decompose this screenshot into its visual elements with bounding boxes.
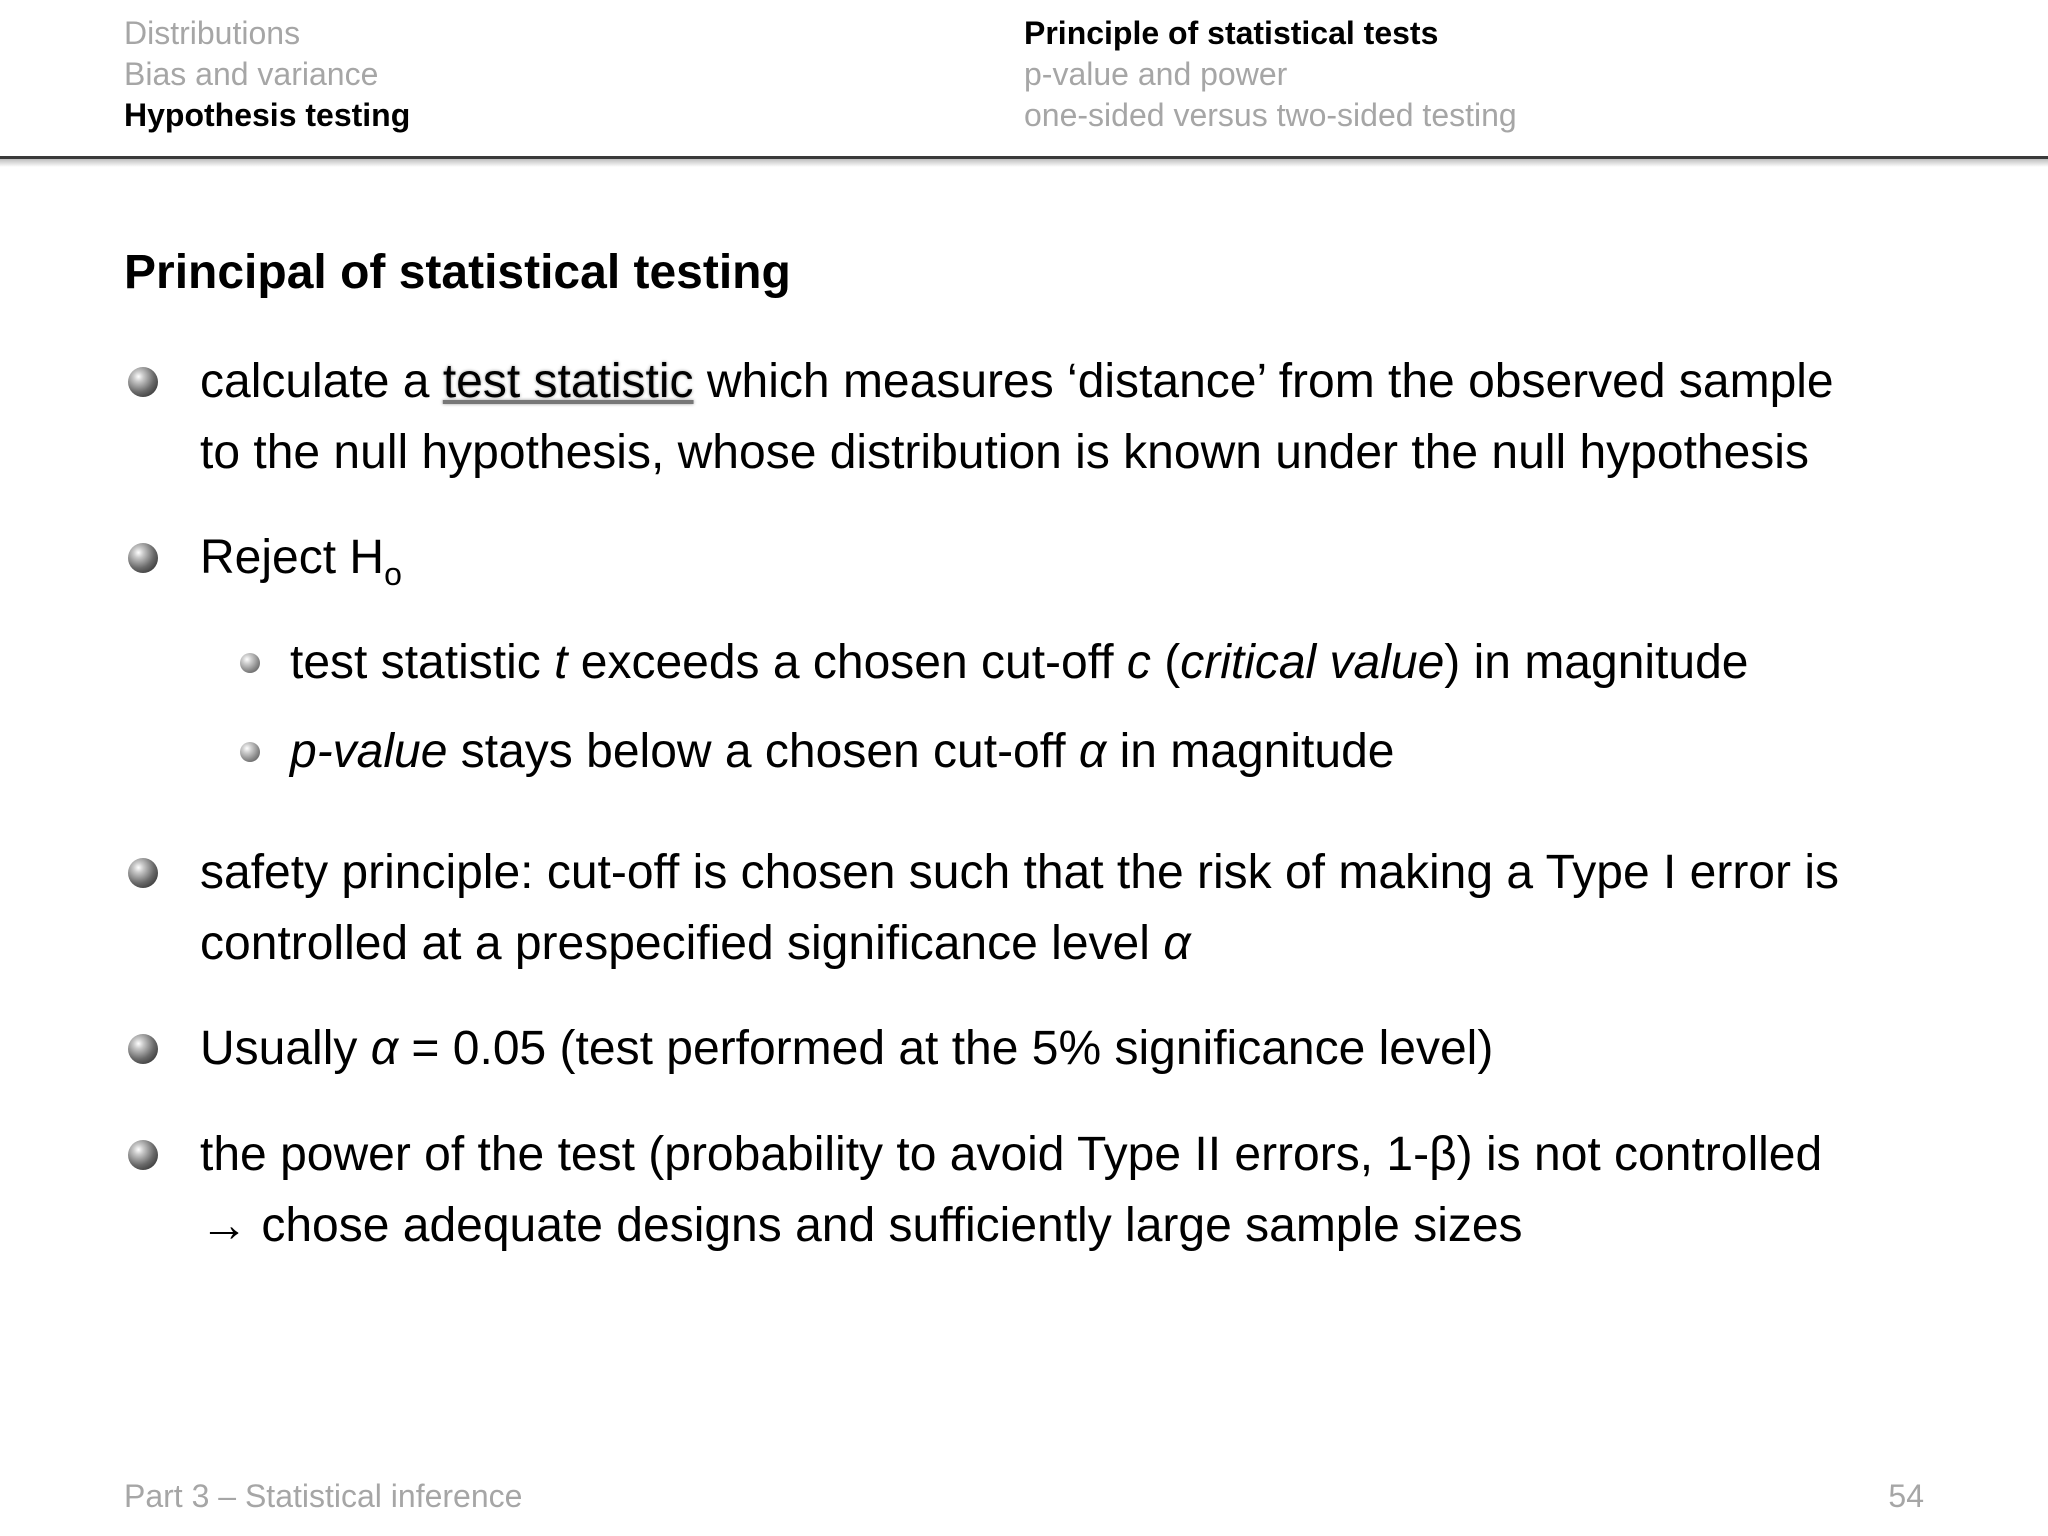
sub-bullet-text-p-value: p-value stays below a chosen cut-off α in magnitude bbox=[290, 725, 1395, 778]
subsection-navigation bbox=[1024, 13, 1517, 136]
footer-part-label: Part 3 – Statistical inference bbox=[124, 1478, 523, 1514]
slide-title: Principal of statistical testing bbox=[124, 246, 791, 299]
bullet-text-continuation: → chose adequate designs and sufficiently large sample sizes bbox=[200, 1199, 1523, 1252]
bullet-text-continuation: to the null hypothesis, whose distribution is known under the null hypothesis bbox=[200, 426, 1809, 479]
nav-subsection-p-value-power[interactable]: p-value and power bbox=[1024, 56, 1288, 92]
bullet-text-test-statistic: calculate a test statistic which measures ‘distance’ from the observed sample bbox=[200, 355, 1834, 408]
nav-subsection-principle[interactable]: Principle of statistical tests bbox=[1024, 15, 1439, 51]
bullet-text-safety-principle: safety principle: cut-off is chosen such that the risk of making a Type I error is bbox=[200, 846, 1839, 899]
bullet-icon bbox=[128, 858, 158, 888]
sub-bullet-icon bbox=[240, 653, 260, 673]
nav-subsection-one-two-sided[interactable]: one-sided versus two-sided testing bbox=[1024, 97, 1517, 133]
bullet-icon bbox=[128, 543, 158, 573]
sub-bullet-text-critical-value: test statistic t exceeds a chosen cut-off c (critical value) in magnitude bbox=[290, 636, 1749, 689]
bullet-text-continuation: controlled at a prespecified significance level α bbox=[200, 917, 1191, 970]
bullet-text-reject-h0: Reject $H_o$ bbox=[200, 531, 402, 592]
bullet-text-power: the power of the test (probability to avoid Type II errors, 1-β) is not controlled bbox=[200, 1128, 1823, 1181]
nav-section-bias-variance[interactable]: Bias and variance bbox=[124, 56, 379, 92]
bullet-icon bbox=[128, 367, 158, 397]
section-navigation bbox=[124, 13, 410, 136]
nav-section-hypothesis-testing[interactable]: Hypothesis testing bbox=[124, 97, 411, 133]
bullet-text-alpha-level: Usually α = 0.05 (test performed at the 5% significance level) bbox=[200, 1022, 1494, 1075]
bullet-icon bbox=[128, 1140, 158, 1170]
header-shadow bbox=[0, 159, 2048, 167]
highlighted-term: test statistic bbox=[442, 355, 694, 408]
bullet-icon bbox=[128, 1034, 158, 1064]
footer-page-number: 54 bbox=[1888, 1478, 1924, 1514]
nav-section-distributions[interactable]: Distributions bbox=[124, 15, 301, 51]
sub-bullet-icon bbox=[240, 742, 260, 762]
